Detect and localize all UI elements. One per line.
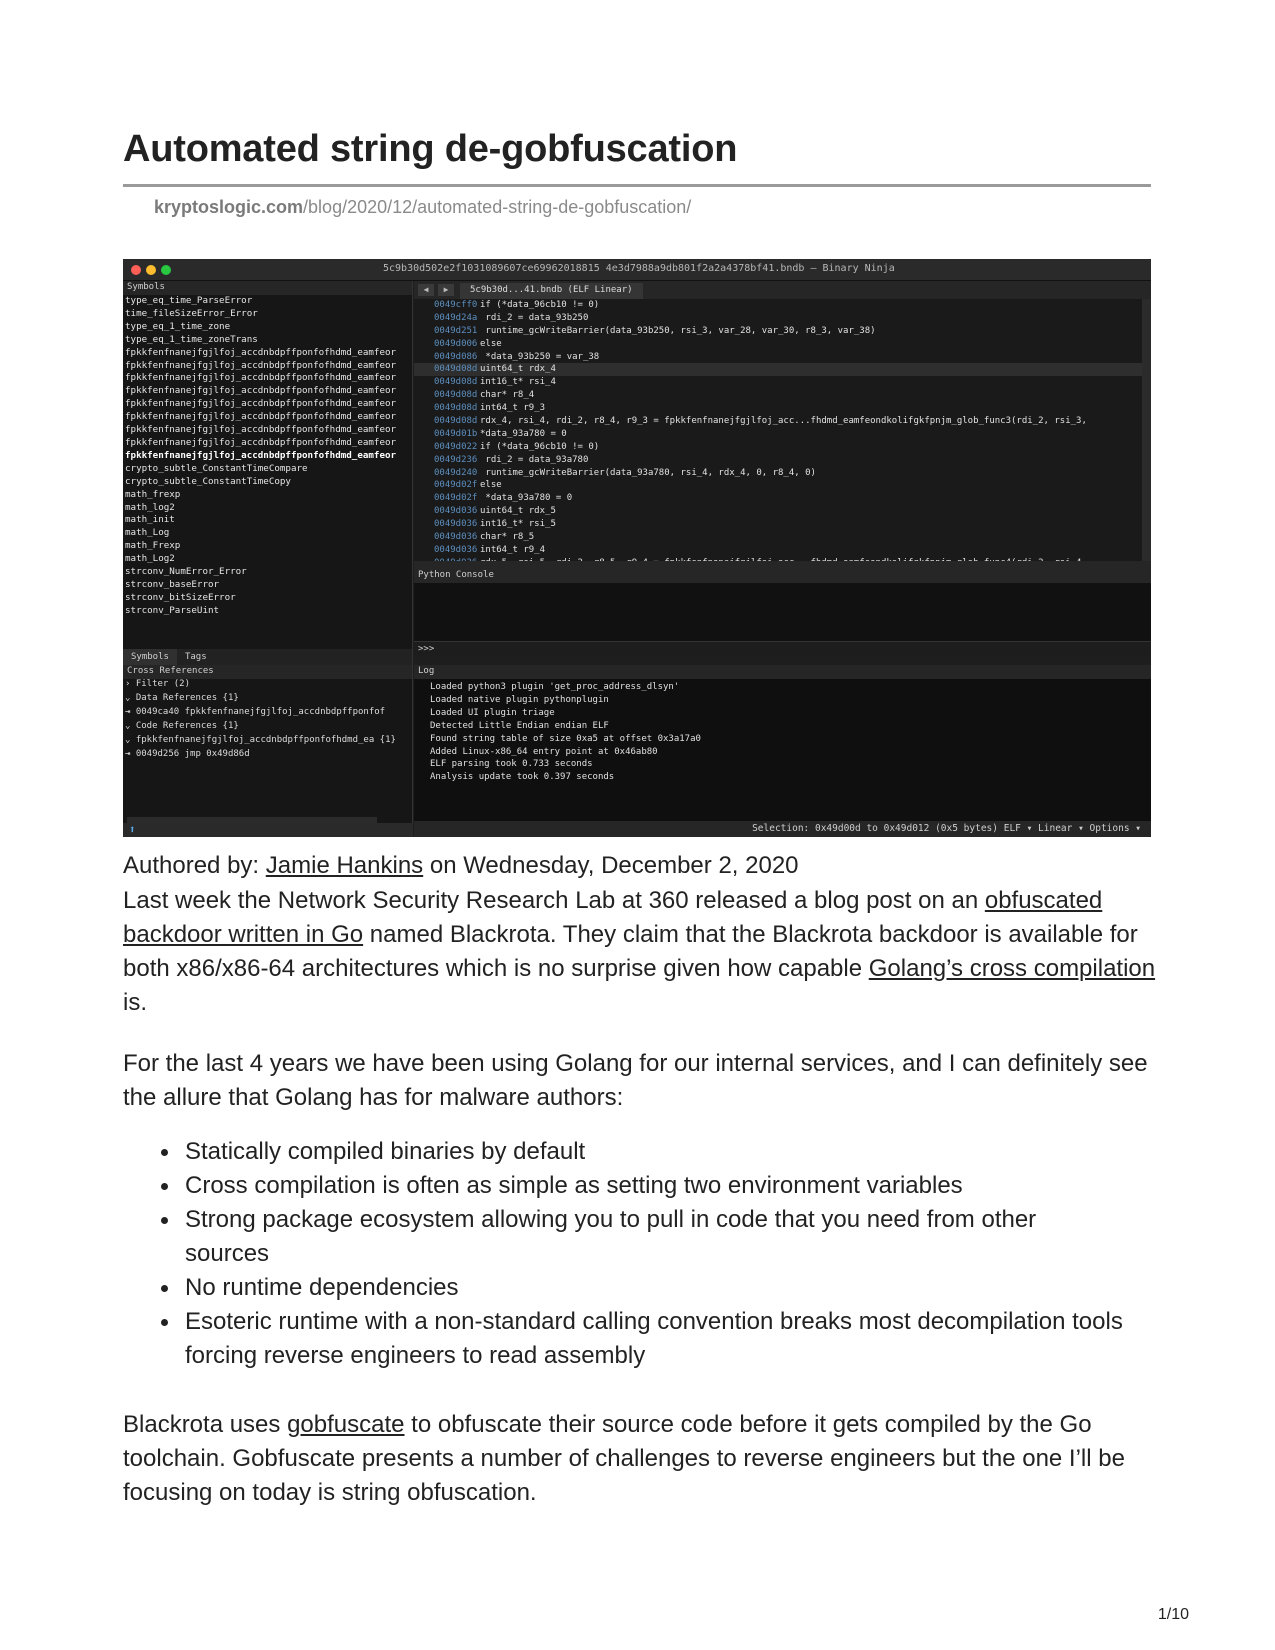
code-line[interactable] (414, 479, 1142, 492)
list-item: Statically compiled binaries by default (185, 1135, 1125, 1169)
code-address: 0049d08d (434, 416, 478, 427)
code-address: 0049d236 (434, 454, 478, 465)
code-text: char* r8_5 (480, 532, 535, 543)
code-address: 0049d01b (434, 428, 478, 439)
paragraph-gobfuscate (123, 1408, 1163, 1510)
code-line[interactable] (414, 544, 1142, 557)
symbol-item[interactable]: crypto_subtle_ConstantTimeCopy (125, 475, 291, 487)
byline-prefix: Authored by: (123, 852, 266, 879)
code-text: uint64_t rdx_5 (480, 506, 556, 517)
code-address: 0049d24a (434, 312, 478, 323)
code-line[interactable] (414, 325, 1142, 338)
code-line[interactable] (414, 492, 1142, 505)
code-text: rdi_2 = data_93a780 (480, 454, 589, 465)
symbol-item[interactable]: math_init (125, 514, 175, 526)
code-text: *data_93a780 = 0 (480, 493, 573, 504)
list-item: Cross compilation is often as simple as setting two environment variables (185, 1169, 1125, 1203)
code-line[interactable] (414, 363, 1142, 376)
code-text: int16_t* rsi_5 (480, 519, 556, 530)
paragraph-intro (123, 884, 1163, 1020)
code-address: 0049cff0 (434, 300, 478, 310)
code-text: runtime_gcWriteBarrier(data_93b250, rsi_3, var_28, var_30, r8_3, var_38) (480, 325, 876, 336)
forward-button[interactable]: ▶ (438, 284, 454, 296)
left-footer (123, 823, 413, 837)
code-line[interactable] (414, 312, 1142, 325)
code-scrollbar[interactable] (1142, 299, 1151, 561)
code-line[interactable] (414, 351, 1142, 364)
symbol-item[interactable]: type_eq_time_ParseError (125, 295, 253, 306)
source-path: /blog/2020/12/automated-string-de-gobfuscation/ (303, 197, 692, 217)
code-line[interactable] (414, 415, 1142, 428)
xrefs-list (125, 677, 411, 761)
code-address: 0049d086 (434, 351, 478, 362)
symbol-item[interactable]: time_fileSizeError_Error (125, 307, 258, 319)
console-input[interactable]: >>> (414, 641, 1151, 657)
window-title: 5c9b30d502e2f1031089607ce69962018815 4e3d7988a9db801f2a2a4378bf41.bndb — Binary Ninja (383, 263, 895, 274)
symbol-item[interactable]: fpkkfenfnanejfgjlfoj_accdnbdpffponfofhdmd_eamfeor (125, 411, 397, 423)
log-line: Loaded python3 plugin 'get_proc_address_dlsyn' (430, 682, 680, 692)
symbol-item[interactable]: math_Log2 (125, 553, 175, 565)
log-header: Log (414, 665, 1151, 679)
log-line: Found string table of size 0xa5 at offset 0x3a17a0 (430, 733, 701, 744)
code-text: uint64_t rdx_4 (480, 364, 556, 375)
symbols-header: Symbols (123, 281, 412, 295)
byline (123, 852, 799, 880)
paragraph-golang: For the last 4 years we have been using Golang for our internal services, and I can definitely see the allure that Golang has for malware authors: (123, 1050, 1148, 1111)
code-address: 0049d08d (434, 390, 478, 401)
arrow-up-icon[interactable]: ⬆ (129, 823, 136, 836)
symbol-item[interactable]: math_frexp (125, 488, 181, 500)
xref-item[interactable]: ⌄ Data References {1} (125, 693, 239, 703)
xref-item[interactable]: ⌄ fpkkfenfnanejfgjlfoj_accdnbdpffponfofhdmd_ea {1} (125, 735, 396, 745)
xref-item[interactable]: ⇥ 0049ca40 fpkkfenfnanejfgjlfoj_accdnbdpffponfof (125, 707, 386, 717)
code-text: char* r8_4 (480, 390, 535, 401)
p1-text-c: is. (123, 989, 147, 1016)
log-line: ELF parsing took 0.733 seconds (430, 759, 593, 770)
code-line[interactable] (414, 299, 1142, 312)
binary-ninja-screenshot (123, 259, 1151, 837)
code-line[interactable] (414, 505, 1142, 518)
symbol-item[interactable]: fpkkfenfnanejfgjlfoj_accdnbdpffponfofhdmd_eamfeor (125, 449, 397, 461)
log-line: Loaded UI plugin triage (430, 707, 555, 718)
close-dot-icon (131, 265, 141, 275)
symbol-item[interactable]: math_Frexp (125, 540, 181, 552)
symbol-item[interactable]: fpkkfenfnanejfgjlfoj_accdnbdpffponfofhdmd_eamfeor (125, 372, 397, 384)
author-link[interactable]: Jamie Hankins (265, 852, 424, 879)
code-line[interactable] (414, 467, 1142, 480)
code-line[interactable] (414, 428, 1142, 441)
code-line[interactable] (414, 441, 1142, 454)
code-text: *data_93a780 = 0 (480, 428, 567, 439)
list-item: No runtime dependencies (185, 1271, 1125, 1305)
code-address: 0049d08d (434, 364, 478, 375)
page-number: 1/10 (1157, 1606, 1189, 1623)
code-address: 0049d08d (434, 377, 478, 388)
symbol-item[interactable]: strconv_bitSizeError (125, 591, 236, 603)
file-tabbar (414, 281, 1151, 299)
code-line[interactable] (414, 389, 1142, 402)
code-address: 0049d036 (434, 506, 478, 517)
xref-item[interactable]: ⇥ 0049d256 jmp 0x49d86d (125, 749, 250, 759)
window-titlebar (123, 259, 1151, 281)
obfuscated-backdoor-link[interactable]: obfuscated backdoor written in Go (123, 887, 1103, 948)
code-line[interactable] (414, 376, 1142, 389)
source-host: kryptoslogic.com (154, 197, 304, 217)
code-text: runtime_gcWriteBarrier(data_93a780, rsi_4, rdx_4, 0, r8_4, 0) (480, 467, 816, 478)
code-address: 0049d036 (434, 544, 478, 555)
source-url[interactable] (154, 197, 691, 218)
code-line[interactable] (414, 338, 1142, 351)
list-item: Esoteric runtime with a non-standard calling convention breaks most decompilation tools forcing reverse engineers to read assembly (185, 1305, 1125, 1373)
cross-compilation-link[interactable]: Golang’s cross compilation (868, 955, 1156, 982)
list-item: Strong package ecosystem allowing you to pull in code that you need from other sources (185, 1203, 1125, 1271)
xref-item[interactable]: ⌄ Code References {1} (125, 721, 239, 731)
symbol-item[interactable]: fpkkfenfnanejfgjlfoj_accdnbdpffponfofhdmd_eamfeor (125, 398, 397, 410)
code-text: if (*data_96cb10 != 0) (480, 300, 600, 310)
code-horizontal-scrollbar[interactable] (414, 561, 1151, 569)
console-output (414, 583, 1151, 641)
log-line: Analysis update took 0.397 seconds (430, 772, 615, 783)
code-address: 0049d251 (434, 325, 478, 336)
symbol-item[interactable]: type_eq_1_time_zone (125, 320, 231, 332)
symbol-item[interactable]: math_Log (125, 527, 170, 539)
p3-text-b: to obfuscate their source code before it gets compiled by the Go toolchain. Gobfuscate presents a number of challenges to reverse engineers but the one I’ll be focusing on today is string obfuscation. (123, 1411, 1125, 1506)
code-view (414, 299, 1142, 561)
symbol-item[interactable]: fpkkfenfnanejfgjlfoj_accdnbdpffponfofhdmd_eamfeor (125, 436, 397, 448)
maximize-dot-icon (161, 265, 171, 275)
code-text: *data_93b250 = var_38 (480, 351, 600, 362)
symbol-item[interactable]: fpkkfenfnanejfgjlfoj_accdnbdpffponfofhdmd_eamfeor (125, 424, 397, 436)
page-title: Automated string de-gobfuscation (123, 128, 738, 170)
code-line[interactable] (414, 518, 1142, 531)
tab-symbols[interactable]: Symbols (123, 649, 177, 665)
code-address: 0049d036 (434, 519, 478, 530)
status-bar (414, 821, 1151, 837)
byline-date: on Wednesday, December 2, 2020 (423, 852, 799, 879)
status-text: Selection: 0x49d00d to 0x49d012 (0x5 bytes) ELF ▾ Linear ▾ Options ▾ (752, 823, 1141, 834)
code-text: else (480, 338, 502, 349)
code-text: if (*data_96cb10 != 0) (480, 441, 600, 452)
symbol-item[interactable]: math_log2 (125, 501, 175, 513)
xrefs-header: Cross References (123, 665, 412, 679)
code-address: 0049d036 (434, 532, 478, 543)
symbol-item[interactable]: type_eq_1_time_zoneTrans (125, 333, 258, 345)
xref-item[interactable]: › Filter (2) (125, 679, 191, 689)
gobfuscate-link[interactable]: gobfuscate (287, 1411, 405, 1438)
symbol-item[interactable]: fpkkfenfnanejfgjlfoj_accdnbdpffponfofhdmd_eamfeor (125, 359, 397, 371)
tab-tags[interactable]: Tags (184, 652, 207, 662)
code-address: 0049d02f (434, 480, 478, 491)
code-address: 0049d08d (434, 403, 478, 414)
log-line: Loaded native plugin pythonplugin (430, 694, 609, 705)
title-divider (123, 184, 1151, 187)
log-line: Detected Little Endian endian ELF (430, 720, 609, 731)
code-text: int16_t* rsi_4 (480, 377, 556, 388)
code-line[interactable] (414, 531, 1142, 544)
tab-file[interactable]: 5c9b30d...41.bndb (ELF Linear) (460, 283, 643, 299)
code-text: rdx_4, rsi_4, rdi_2, r8_4, r9_3 = fpkkfenfnanejfgjlfoj_acc...fhdmd_eamfeondkolifgkfpnjm_glob_func3(rdi_2, rsi_3, (480, 416, 1087, 427)
p3-text-a: Blackrota uses (123, 1411, 288, 1438)
log-line: Added Linux-x86_64 entry point at 0x46ab80 (430, 746, 658, 757)
code-address: 0049d022 (434, 441, 478, 452)
symbol-item[interactable]: crypto_subtle_ConstantTimeCompare (125, 462, 308, 474)
code-line[interactable] (414, 402, 1142, 415)
code-line[interactable] (414, 454, 1142, 467)
back-button[interactable]: ◀ (418, 284, 434, 296)
code-address: 0049d02f (434, 493, 478, 504)
code-text: int64_t r9_4 (480, 544, 546, 555)
symbol-item[interactable]: fpkkfenfnanejfgjlfoj_accdnbdpffponfofhdmd_eamfeor (125, 346, 397, 358)
code-text: rdi_2 = data_93b250 (480, 312, 589, 323)
symbols-list (125, 295, 403, 616)
left-pane (123, 281, 413, 837)
symbol-item[interactable]: strconv_baseError (125, 578, 220, 590)
code-text: int64_t r9_3 (480, 403, 546, 414)
symbol-item[interactable]: strconv_ParseUint (125, 604, 220, 616)
log-output (414, 679, 1151, 821)
code-address: 0049d240 (434, 467, 478, 478)
code-address: 0049d006 (434, 338, 478, 349)
p1-text-a: Last week the Network Security Research Lab at 360 released a blog post on an (123, 887, 985, 914)
minimize-dot-icon (146, 265, 156, 275)
p1-text-b: named Blackrota. They claim that the Blackrota backdoor is available for both x86/x86-64 architectures which is no surprise given how capable (123, 921, 1138, 982)
code-text: else (480, 480, 502, 491)
feature-list (185, 1135, 1125, 1373)
console-header: Python Console (414, 569, 1151, 583)
symbol-item[interactable]: strconv_NumError_Error (125, 566, 247, 578)
symbol-item[interactable]: fpkkfenfnanejfgjlfoj_accdnbdpffponfofhdmd_eamfeor (125, 385, 397, 397)
